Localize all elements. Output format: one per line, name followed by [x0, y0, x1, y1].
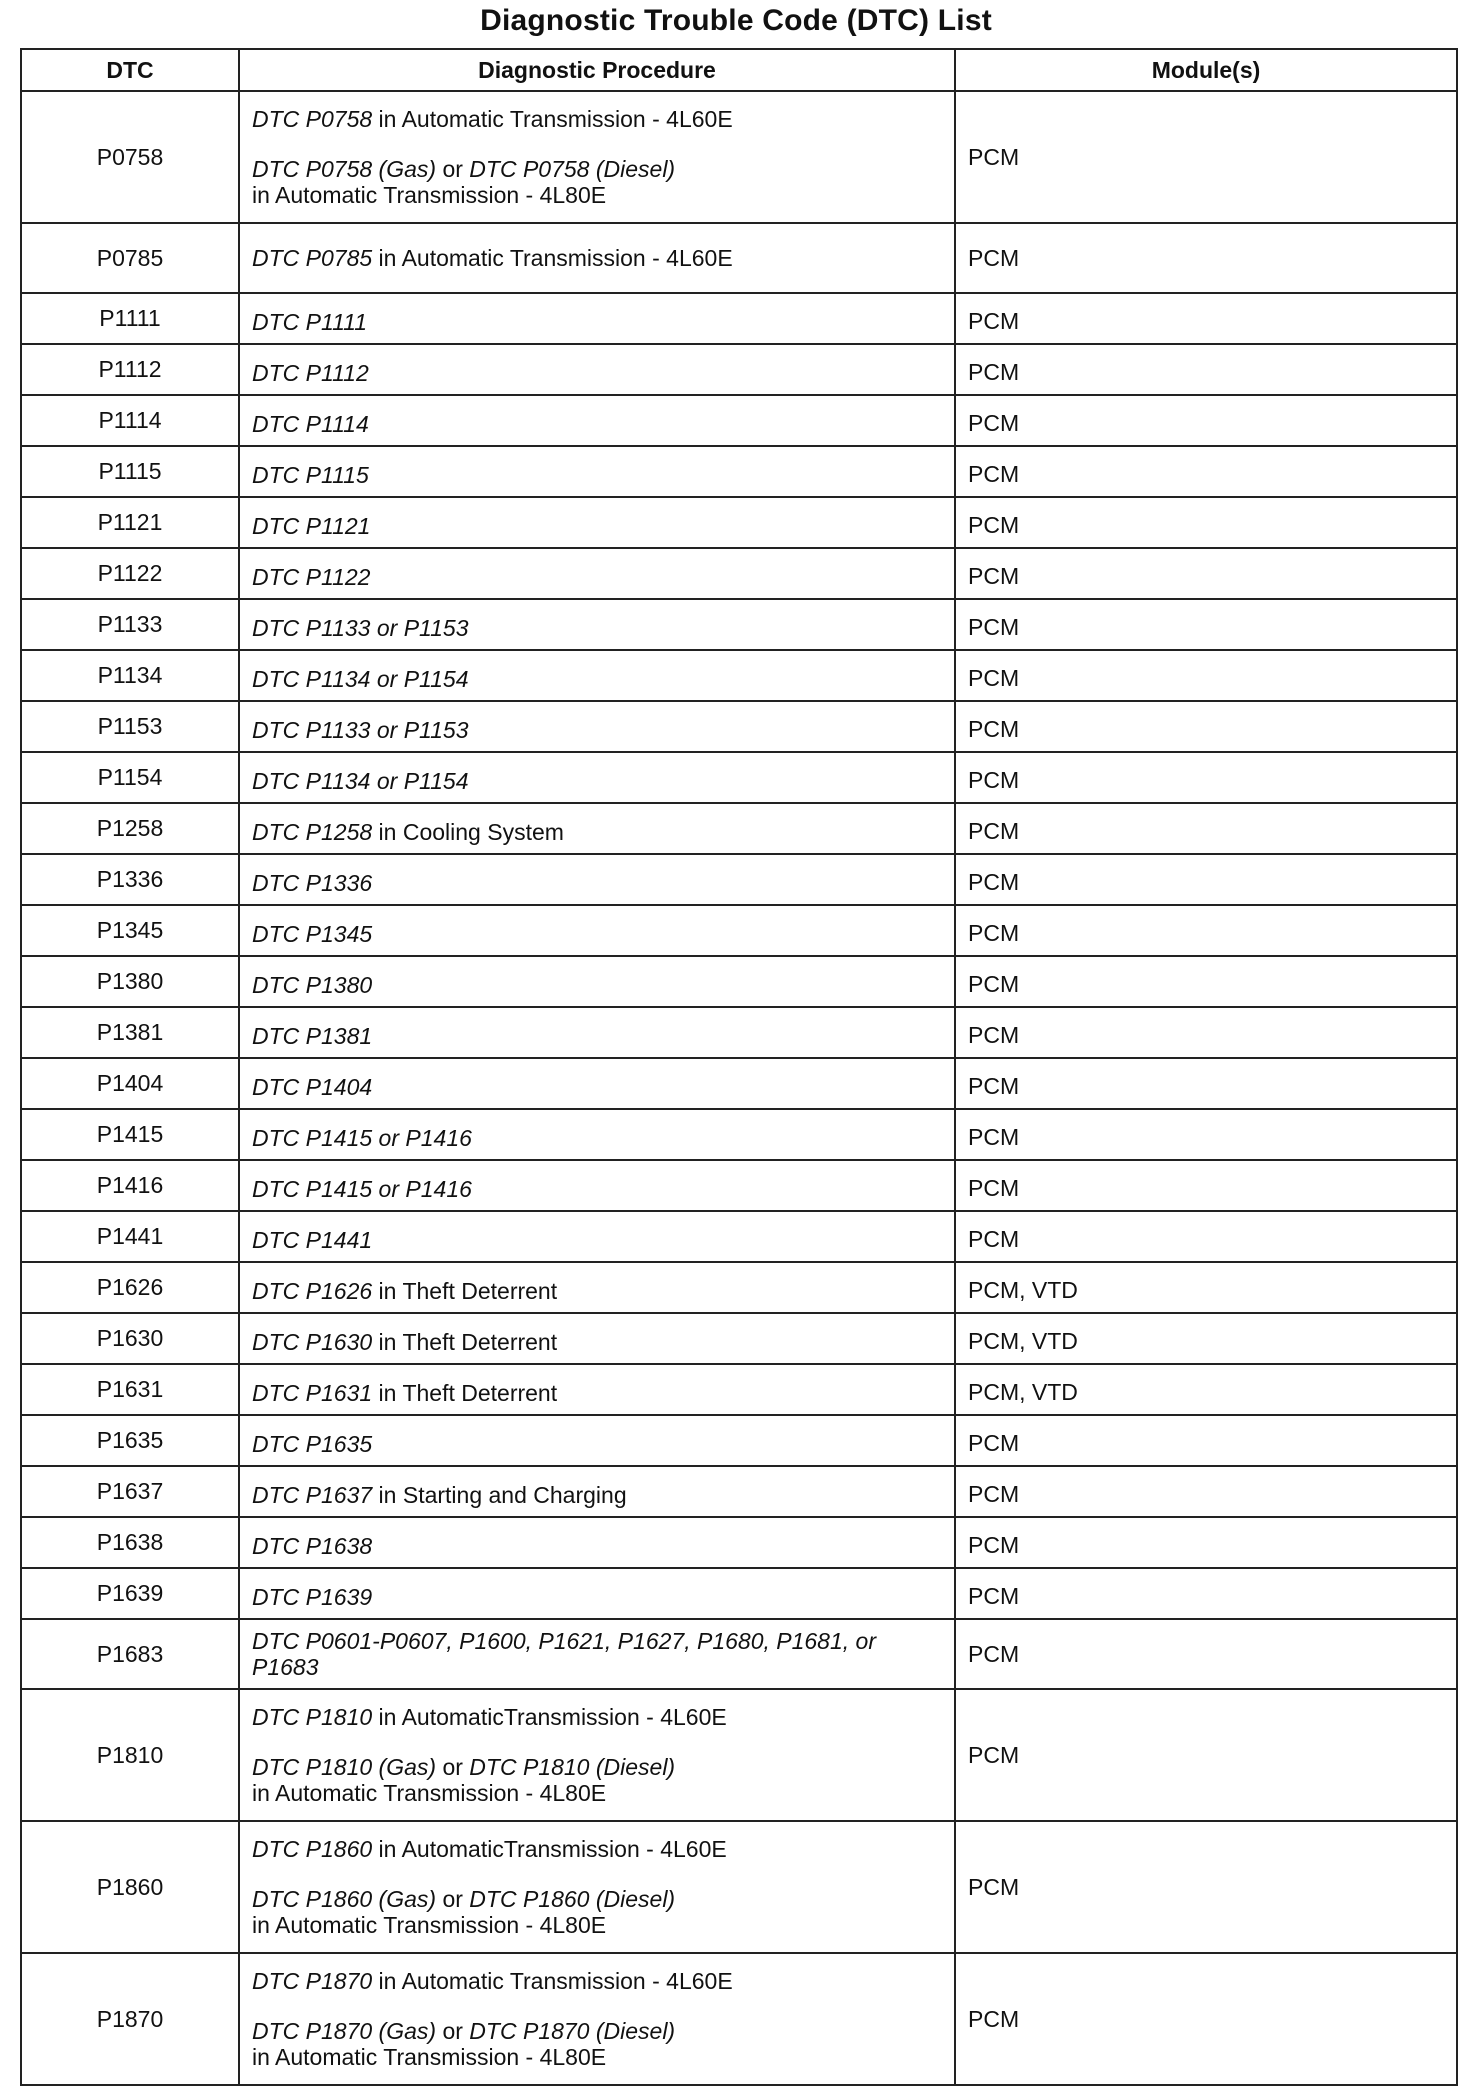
procedure-reference: DTC P0785: [252, 245, 373, 271]
table-row: [21, 344, 1457, 395]
table-row: [21, 752, 1457, 803]
procedure-reference: DTC P1870 (Diesel): [469, 2018, 676, 2044]
procedure-reference: DTC P1336: [252, 870, 373, 896]
procedure-text: in Starting and Charging: [372, 1482, 627, 1508]
procedure-reference: DTC P1860 (Gas): [252, 1886, 437, 1912]
table-row: [21, 1211, 1457, 1262]
dtc-code-cell: P1345: [21, 905, 239, 956]
procedure-line: [252, 411, 942, 437]
dtc-code-cell: P1415: [21, 1109, 239, 1160]
table-row: [21, 1007, 1457, 1058]
procedure-line: [252, 309, 942, 335]
procedure-text: in Automatic Transmission - 4L60E: [372, 245, 733, 271]
table-row: [21, 1619, 1457, 1689]
procedure-reference: DTC P1860 (Diesel): [469, 1886, 676, 1912]
procedure-reference: DTC P1345: [252, 921, 373, 947]
procedure-cell: [239, 1466, 955, 1517]
table-row: [21, 1689, 1457, 1821]
table-row: [21, 803, 1457, 854]
procedure-text: in Automatic Transmission - 4L80E: [252, 182, 607, 208]
dtc-code-cell: P1133: [21, 599, 239, 650]
dtc-code-cell: P1258: [21, 803, 239, 854]
header-modules: Module(s): [955, 49, 1457, 91]
table-header-row: [21, 49, 1457, 91]
procedure-reference: DTC P1111: [252, 309, 368, 335]
procedure-text: or: [436, 1754, 470, 1780]
table-row: [21, 1262, 1457, 1313]
procedure-text: in Automatic Transmission - 4L80E: [252, 1912, 607, 1938]
dtc-code-cell: P1810: [21, 1689, 239, 1821]
procedure-reference: DTC P1638: [252, 1533, 373, 1559]
procedure-line: [252, 1227, 942, 1253]
procedure-line: [252, 666, 942, 692]
procedure-line: [252, 615, 942, 641]
procedure-reference: DTC P1415 or P1416: [252, 1176, 472, 1202]
procedure-line: [252, 1278, 942, 1304]
procedure-cell: [239, 650, 955, 701]
dtc-code-cell: P1416: [21, 1160, 239, 1211]
table-row: [21, 395, 1457, 446]
procedure-cell: [239, 548, 955, 599]
procedure-text: or: [436, 1886, 470, 1912]
dtc-code-cell: P1631: [21, 1364, 239, 1415]
dtc-code-cell: P1380: [21, 956, 239, 1007]
modules-cell: PCM: [955, 1466, 1457, 1517]
procedure-cell: [239, 803, 955, 854]
dtc-code-cell: P1153: [21, 701, 239, 752]
modules-cell: PCM: [955, 1058, 1457, 1109]
procedure-line: [252, 156, 942, 182]
procedure-reference: DTC P1133 or P1153: [252, 717, 469, 743]
modules-cell: PCM: [955, 1689, 1457, 1821]
procedure-cell: [239, 1689, 955, 1821]
procedure-cell: [239, 1007, 955, 1058]
table-row: [21, 701, 1457, 752]
modules-cell: PCM: [955, 1517, 1457, 1568]
modules-cell: PCM: [955, 1415, 1457, 1466]
procedure-line: [252, 1431, 942, 1457]
procedure-cell: [239, 1058, 955, 1109]
procedure-reference: DTC P1870: [252, 1968, 373, 1994]
procedure-cell: [239, 1262, 955, 1313]
dtc-code-cell: P1635: [21, 1415, 239, 1466]
modules-cell: PCM: [955, 223, 1457, 293]
procedure-line: [252, 1912, 942, 1938]
procedure-cell: [239, 1619, 955, 1689]
table-row: [21, 1415, 1457, 1466]
procedure-cell: [239, 1313, 955, 1364]
procedure-line: [252, 1074, 942, 1100]
modules-cell: PCM: [955, 1007, 1457, 1058]
procedure-line: [252, 1533, 942, 1559]
procedure-reference: DTC P1635: [252, 1431, 373, 1457]
table-row: [21, 1109, 1457, 1160]
procedure-line: [252, 870, 942, 896]
dtc-code-cell: P1134: [21, 650, 239, 701]
modules-cell: PCM, VTD: [955, 1262, 1457, 1313]
dtc-code-cell: P1630: [21, 1313, 239, 1364]
procedure-text: in Cooling System: [372, 819, 564, 845]
modules-cell: PCM: [955, 1160, 1457, 1211]
procedure-reference: DTC P1380: [252, 972, 373, 998]
procedure-reference: DTC P1810 (Diesel): [469, 1754, 676, 1780]
procedure-reference: DTC P1630: [252, 1329, 373, 1355]
procedure-spacer: [252, 132, 942, 156]
table-row: [21, 91, 1457, 223]
procedure-cell: [239, 1517, 955, 1568]
procedure-reference: DTC P1810 (Gas): [252, 1754, 437, 1780]
procedure-line: [252, 1176, 942, 1202]
procedure-reference: DTC P1639: [252, 1584, 373, 1610]
modules-cell: PCM: [955, 701, 1457, 752]
table-row: [21, 497, 1457, 548]
procedure-spacer: [252, 1862, 942, 1886]
table-row: [21, 956, 1457, 1007]
modules-cell: PCM, VTD: [955, 1313, 1457, 1364]
procedure-reference: DTC P1404: [252, 1074, 373, 1100]
procedure-line: [252, 1023, 942, 1049]
modules-cell: PCM: [955, 1619, 1457, 1689]
modules-cell: PCM: [955, 395, 1457, 446]
procedure-reference: DTC P1381: [252, 1023, 373, 1049]
procedure-reference: DTC P1626: [252, 1278, 373, 1304]
dtc-code-cell: P1638: [21, 1517, 239, 1568]
procedure-reference: DTC P0758 (Diesel): [469, 156, 676, 182]
procedure-reference: DTC P1134 or P1154: [252, 768, 469, 794]
procedure-reference: DTC P1637: [252, 1482, 373, 1508]
procedure-line: [252, 564, 942, 590]
procedure-reference: DTC P1114: [252, 411, 369, 437]
procedure-reference: DTC P1810: [252, 1704, 373, 1730]
procedure-line: [252, 245, 942, 271]
dtc-code-cell: P1112: [21, 344, 239, 395]
modules-cell: PCM: [955, 446, 1457, 497]
procedure-line: [252, 1704, 942, 1730]
procedure-text: in Automatic Transmission - 4L60E: [372, 1968, 733, 1994]
procedure-cell: [239, 395, 955, 446]
table-row: [21, 1517, 1457, 1568]
procedure-line: [252, 819, 942, 845]
dtc-code-cell: P1381: [21, 1007, 239, 1058]
table-row: [21, 1313, 1457, 1364]
procedure-line: [252, 1754, 942, 1780]
procedure-line: [252, 972, 942, 998]
procedure-cell: [239, 1821, 955, 1953]
procedure-line: [252, 2044, 942, 2070]
procedure-line: [252, 1836, 942, 1862]
procedure-reference: DTC P1121: [252, 513, 371, 539]
modules-cell: PCM: [955, 599, 1457, 650]
procedure-reference: DTC P0758 (Gas): [252, 156, 437, 182]
modules-cell: PCM: [955, 1109, 1457, 1160]
dtc-code-cell: P1860: [21, 1821, 239, 1953]
procedure-line: [252, 462, 942, 488]
procedure-reference: DTC P1134 or P1154: [252, 666, 469, 692]
dtc-code-cell: P1122: [21, 548, 239, 599]
dtc-code-cell: P1683: [21, 1619, 239, 1689]
procedure-spacer: [252, 1730, 942, 1754]
table-row: [21, 293, 1457, 344]
procedure-cell: [239, 223, 955, 293]
modules-cell: PCM: [955, 752, 1457, 803]
procedure-cell: [239, 91, 955, 223]
modules-cell: PCM: [955, 1211, 1457, 1262]
table-row: [21, 1821, 1457, 1953]
procedure-cell: [239, 599, 955, 650]
procedure-reference: DTC P1112: [252, 360, 369, 386]
procedure-cell: [239, 1415, 955, 1466]
procedure-line: [252, 1482, 942, 1508]
procedure-cell: [239, 1953, 955, 2085]
dtc-code-cell: P1115: [21, 446, 239, 497]
procedure-cell: [239, 293, 955, 344]
table-body: [21, 91, 1457, 2085]
procedure-line: [252, 182, 942, 208]
procedure-line: [252, 1654, 942, 1680]
procedure-reference: DTC P1441: [252, 1227, 373, 1253]
dtc-code-cell: P1404: [21, 1058, 239, 1109]
modules-cell: PCM: [955, 854, 1457, 905]
procedure-cell: [239, 1568, 955, 1619]
dtc-code-cell: P1336: [21, 854, 239, 905]
table-row: [21, 905, 1457, 956]
procedure-cell: [239, 905, 955, 956]
procedure-reference: DTC P0758: [252, 106, 373, 132]
dtc-code-cell: P0758: [21, 91, 239, 223]
page-title: Diagnostic Trouble Code (DTC) List: [480, 4, 992, 37]
dtc-code-cell: P0785: [21, 223, 239, 293]
modules-cell: PCM: [955, 293, 1457, 344]
procedure-line: [252, 1329, 942, 1355]
procedure-reference: DTC P1133 or P1153: [252, 615, 469, 641]
procedure-line: [252, 106, 942, 132]
procedure-line: [252, 1380, 942, 1406]
procedure-spacer: [252, 1994, 942, 2018]
procedure-cell: [239, 1211, 955, 1262]
modules-cell: PCM: [955, 650, 1457, 701]
procedure-cell: [239, 1109, 955, 1160]
procedure-line: [252, 921, 942, 947]
procedure-text: in Automatic Transmission - 4L60E: [372, 106, 733, 132]
modules-cell: PCM: [955, 548, 1457, 599]
modules-cell: PCM: [955, 91, 1457, 223]
dtc-code-cell: P1639: [21, 1568, 239, 1619]
dtc-code-cell: P1637: [21, 1466, 239, 1517]
table-row: [21, 548, 1457, 599]
procedure-reference: DTC P1860: [252, 1836, 373, 1862]
table-row: [21, 1058, 1457, 1109]
procedure-line: [252, 1628, 942, 1654]
header-procedure: Diagnostic Procedure: [239, 49, 955, 91]
procedure-text: or: [436, 2018, 470, 2044]
procedure-text: in Theft Deterrent: [372, 1380, 558, 1406]
procedure-line: [252, 1125, 942, 1151]
procedure-text: in AutomaticTransmission - 4L60E: [372, 1704, 727, 1730]
table-row: [21, 650, 1457, 701]
procedure-text: or: [436, 156, 470, 182]
procedure-reference: DTC P1415 or P1416: [252, 1125, 472, 1151]
procedure-reference: DTC P1115: [252, 462, 369, 488]
table-row: [21, 1953, 1457, 2085]
table-row: [21, 1160, 1457, 1211]
procedure-cell: [239, 497, 955, 548]
modules-cell: PCM: [955, 1568, 1457, 1619]
procedure-line: [252, 1780, 942, 1806]
modules-cell: PCM, VTD: [955, 1364, 1457, 1415]
procedure-line: [252, 717, 942, 743]
procedure-cell: [239, 1160, 955, 1211]
dtc-code-cell: P1111: [21, 293, 239, 344]
modules-cell: PCM: [955, 497, 1457, 548]
dtc-code-cell: P1121: [21, 497, 239, 548]
dtc-code-cell: P1626: [21, 1262, 239, 1313]
dtc-code-cell: P1114: [21, 395, 239, 446]
procedure-cell: [239, 956, 955, 1007]
table-row: [21, 1568, 1457, 1619]
procedure-cell: [239, 752, 955, 803]
procedure-reference: DTC P0601-P0607, P1600, P1621, P1627, P1680, P1681, or: [252, 1628, 876, 1654]
procedure-cell: [239, 854, 955, 905]
procedure-cell: [239, 446, 955, 497]
procedure-line: [252, 1584, 942, 1610]
modules-cell: PCM: [955, 803, 1457, 854]
procedure-reference: DTC P1122: [252, 564, 371, 590]
procedure-reference: DTC P1870 (Gas): [252, 2018, 437, 2044]
modules-cell: PCM: [955, 1821, 1457, 1953]
dtc-code-cell: P1154: [21, 752, 239, 803]
table-row: [21, 223, 1457, 293]
table-row: [21, 446, 1457, 497]
modules-cell: PCM: [955, 344, 1457, 395]
header-dtc: DTC: [21, 49, 239, 91]
procedure-text: in Theft Deterrent: [372, 1329, 558, 1355]
procedure-line: [252, 513, 942, 539]
procedure-cell: [239, 701, 955, 752]
procedure-line: [252, 768, 942, 794]
procedure-cell: [239, 344, 955, 395]
procedure-text: in Automatic Transmission - 4L80E: [252, 2044, 607, 2070]
procedure-line: [252, 1886, 942, 1912]
dtc-code-cell: P1870: [21, 1953, 239, 2085]
modules-cell: PCM: [955, 905, 1457, 956]
table-row: [21, 854, 1457, 905]
dtc-code-cell: P1441: [21, 1211, 239, 1262]
modules-cell: PCM: [955, 1953, 1457, 2085]
procedure-reference: P1683: [252, 1654, 319, 1680]
dtc-table: [20, 48, 1458, 2086]
table-row: [21, 1466, 1457, 1517]
procedure-line: [252, 1968, 942, 1994]
procedure-reference: DTC P1258: [252, 819, 373, 845]
procedure-text: in Automatic Transmission - 4L80E: [252, 1780, 607, 1806]
procedure-text: in Theft Deterrent: [372, 1278, 558, 1304]
procedure-reference: DTC P1631: [252, 1380, 373, 1406]
modules-cell: PCM: [955, 956, 1457, 1007]
procedure-text: in AutomaticTransmission - 4L60E: [372, 1836, 727, 1862]
procedure-line: [252, 360, 942, 386]
procedure-cell: [239, 1364, 955, 1415]
procedure-line: [252, 2018, 942, 2044]
table-row: [21, 599, 1457, 650]
table-row: [21, 1364, 1457, 1415]
